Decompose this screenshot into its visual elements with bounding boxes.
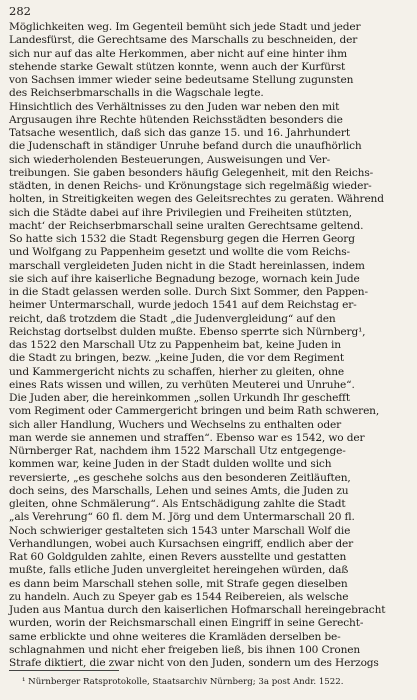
text-line: Rat 60 Goldgulden zahlte, einen Revers ausstellte und gestatten <box>9 551 347 563</box>
text-line: doch seins, des Marschalls, Lehen und seines Amts, die Juden zu <box>9 484 349 497</box>
text-line: sich nur auf das alte Herkommen, aber nicht auf eine hinter ihm <box>9 47 347 60</box>
text-line: heimer Untermarschall, wurde jedoch 1541 auf dem Reichstag er- <box>9 299 357 312</box>
text-line: „als Verehrung“ 60 fl. dem M. Jörg und dem Untermarschall 20 fl. <box>9 511 355 524</box>
text-line: Strafe diktiert, die zwar nicht von den Juden, sondern um des Herzogs <box>9 657 379 669</box>
text-line: zu handeln. Auch zu Speyer gab es 1544 Reibereien, als welsche <box>9 590 349 603</box>
text-line: sich aller Handlung, Wuchers und Wechselns zu enthalten oder <box>9 418 342 431</box>
text-line: Noch schwieriger gestalteten sich 1543 unter Marschall Wolf die <box>9 524 351 537</box>
text-line: stehende starke Gewalt stützen konnte, wenn auch der Kurfürst <box>9 60 346 73</box>
text-line: man werde sie annemen und straffen“. Ebenso war es 1542, wo der <box>9 431 365 444</box>
text-line: städten, in denen Reichs- und Krönungstage sich regelmäßig wieder- <box>9 180 372 192</box>
footnote: ¹ Nürnberger Ratsprotokolle, Staatsarchiv Nürnberg; 3a post Andr. 1522. <box>22 677 344 687</box>
text-line: vom Regiment oder Cammergericht bringen und beim Rath schweren, <box>9 405 380 418</box>
text-line: und Kammergericht nichts zu schaffen, hierher zu gleiten, ohne <box>9 365 345 378</box>
text-line: treibungen. Sie gaben besonders häufig Gelegenheit, mit den Reichs- <box>9 166 374 179</box>
text-line: die Judenschaft in ständiger Unruhe befand durch die unaufhörlich <box>9 140 362 153</box>
text-line: und Wolfgang zu Pappenheim gesetzt und wollte die vom Reichs- <box>9 246 350 259</box>
text-line: reicht, daß trotzdem die Stadt „die Judenvergleidung“ auf den <box>9 312 336 325</box>
text-line: wurden, worin der Reichsmarschall einen Eingriff in seine Gerecht- <box>9 617 364 630</box>
text-line: kommen war, keine Juden in der Stadt dulden wollte und sich <box>9 458 332 471</box>
page-number: 282 <box>9 4 31 18</box>
text-line: Tatsache wesentlich, daß sich das ganze 15. und 16. Jahrhundert <box>9 127 350 139</box>
text-line: in die Stadt gelassen werden solle. Durch Sixt Sommer, den Pappen- <box>9 286 368 298</box>
text-line: von Sachsen immer wieder seine bedeutsame Stellung zugunsten <box>9 74 354 86</box>
text-line: sich die Städte dabei auf ihre Privilegien und Freiheiten stützten, <box>9 206 352 219</box>
text-line: Möglichkeiten weg. Im Gegenteil bemüht sich jede Stadt und jeder <box>9 21 361 33</box>
text-line: Landesfürst, die Gerechtsame des Marschalls zu beschneiden, der <box>9 34 358 47</box>
text-line: gleiten, ohne Schmälerung“. Als Entschädigung zahlte die Stadt <box>9 498 346 510</box>
text-line: So hatte sich 1532 die Stadt Regensburg gegen die Herren Georg <box>9 233 355 245</box>
body-text <box>9 21 411 670</box>
text-line: das 1522 den Marschall Utz zu Pappenheim bat, keine Juden in <box>9 339 341 351</box>
text-line: Juden aus Mantua durch den kaiserlichen Hofmarschall hereingebracht <box>9 604 386 616</box>
text-line: Nürnberger Rat, nachdem ihm 1522 Marschall Utz entgegenge- <box>9 445 346 457</box>
footnote-rule <box>9 670 119 671</box>
text-line: es dann beim Marschall stehen solle, mit Strafe gegen dieselben <box>9 577 348 590</box>
text-line: marschall vergleideten Juden nicht in die Stadt hereinlassen, indem <box>9 259 365 272</box>
text-line: reversierte, „es geschehe solchs aus den besonderen Zeitläuften, <box>9 471 351 484</box>
text-line: Argusaugen ihre Rechte hütenden Reichsstädten besonders die <box>9 113 343 126</box>
text-line: holten, in Streitigkeiten wegen des Geleitsrechtes zu geraten. Während <box>9 193 384 206</box>
text-line: schlagnahmen und nicht eher freigeben ließ, bis ihnen 100 Cronen <box>9 643 361 656</box>
text-line: Die Juden aber, die hereinkommen „sollen Urkundh Ihr geschefft <box>9 392 350 404</box>
text-line: sich wiederholenden Besteuerungen, Ausweisungen und Ver- <box>9 153 331 166</box>
text-line: die Stadt zu bringen, bezw. „keine Juden, die vor dem Regiment <box>9 352 344 365</box>
text-line: Verhandlungen, wobei auch Kursachsen eingriff, endlich aber der <box>9 537 354 550</box>
text-line: Reichstag dortselbst dulden mußte. Ebenso sperrte sich Nürnberg¹, <box>9 325 366 338</box>
text-line: eines Rats wissen und willen, zu verhüten Meuterei und Unruhe“. <box>9 378 355 391</box>
text-line: des Reichserbmarschalls in die Wagschale legte. <box>9 87 264 100</box>
text-line: Hinsichtlich des Verhältnisses zu den Juden war neben den mit <box>9 100 340 113</box>
text-line: same erblickte und ohne weiteres die Kramläden derselben be- <box>9 630 341 643</box>
text-line: macht‘ der Reichserbmarschall seine uralten Gerechtsame geltend. <box>9 219 364 232</box>
text-line: sie sich auf ihre kaiserliche Begnadung bezoge, wornach kein Jude <box>9 272 360 285</box>
text-line: mußte, falls etliche Juden unvergleitet hereingehen würden, daß <box>9 564 349 577</box>
